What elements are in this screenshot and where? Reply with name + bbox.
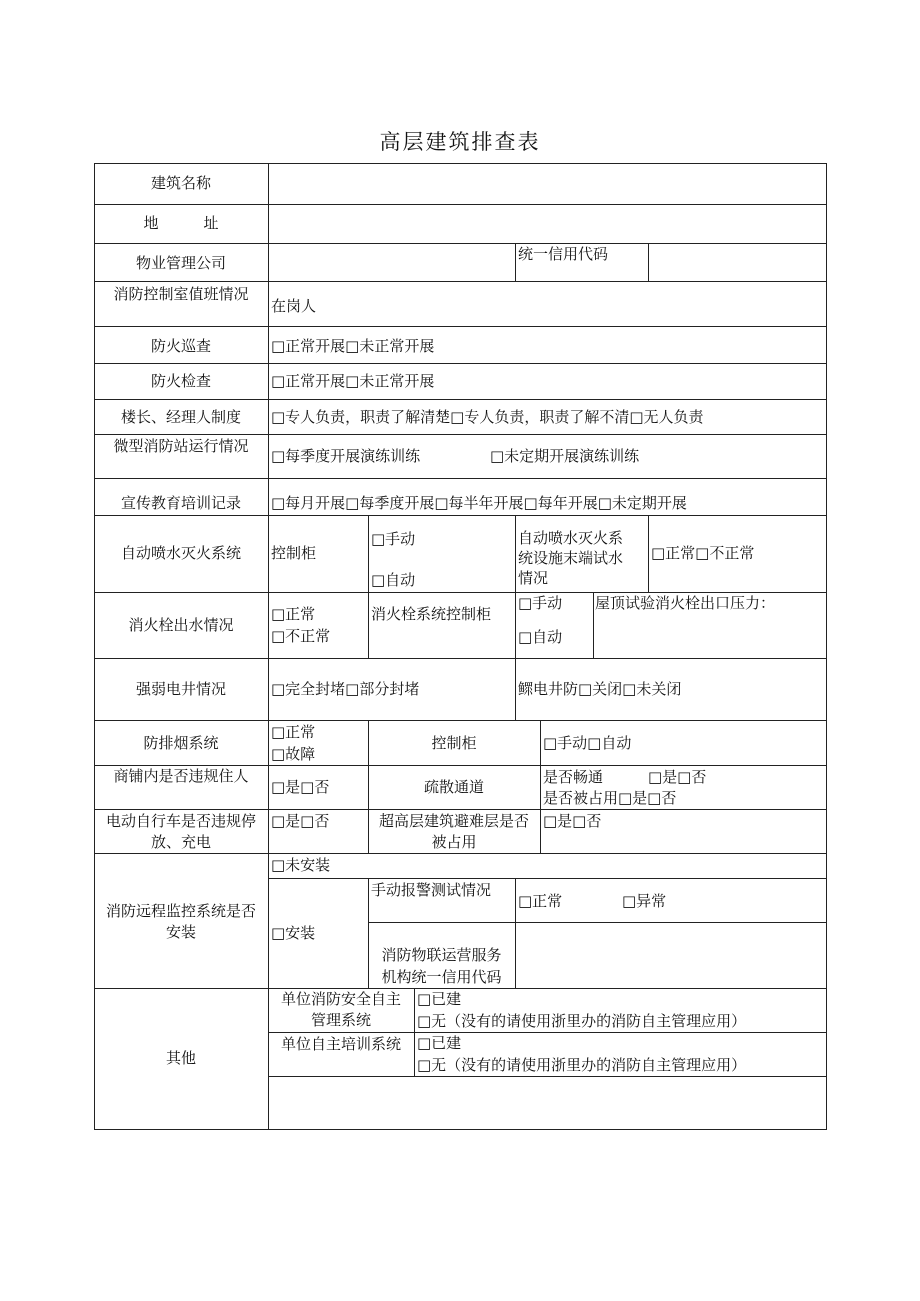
- sprinkler-cabinet-label: 控制柜: [271, 544, 317, 562]
- sprinkler-end-test-options[interactable]: □正常□不正常: [651, 544, 755, 562]
- evacuation-clear-options[interactable]: 是否畅通 □是□否: [543, 768, 707, 786]
- hydrant-cabinet-label: 消火栓系统控制柜: [371, 605, 492, 623]
- other-label: 其他: [165, 1049, 196, 1067]
- building-name-field[interactable]: [270, 165, 825, 203]
- shaft-door-options[interactable]: 鳏电井防□关闭□未关闭: [518, 680, 682, 698]
- evacuation-label: 疏散通道: [423, 778, 484, 796]
- inspection-label: 防火检查: [150, 372, 211, 390]
- remote-monitor-label: 消防远程监控系统是否 安装: [105, 902, 256, 941]
- hydrant-roof-pressure[interactable]: 屋顶试验消火栓出口压力：: [595, 594, 776, 612]
- control-room-value[interactable]: 在岗人: [271, 297, 317, 315]
- property-company-field[interactable]: [270, 245, 514, 280]
- training-options[interactable]: □每月开展□每季度开展□每半年开展□每年开展□未定期开展: [271, 494, 687, 512]
- credit-code-field[interactable]: [650, 245, 825, 280]
- self-training-built-option[interactable]: □已建: [417, 1034, 462, 1052]
- mini-station-label: 微型消防站运行情况: [113, 437, 249, 455]
- alarm-test-label: 手动报警测试情况: [371, 881, 492, 899]
- inspection-options[interactable]: □正常开展□未正常开展: [271, 372, 435, 390]
- self-training-label: 单位自主培训系统: [280, 1035, 401, 1053]
- hydrant-auto-option[interactable]: □自动: [518, 628, 563, 646]
- other-notes-field[interactable]: [270, 1078, 825, 1128]
- mini-station-option-quarterly[interactable]: □每季度开展演练训练: [271, 447, 421, 465]
- smoke-label: 防排烟系统: [143, 734, 219, 752]
- sprinkler-label: 自动喷水灭火系统: [120, 544, 241, 562]
- self-training-none-option[interactable]: □无（没有的请使用浙里办的消防自主管理应用）: [417, 1056, 747, 1074]
- self-management-none-option[interactable]: □无（没有的请使用浙里办的消防自主管理应用）: [417, 1012, 747, 1030]
- refuge-floor-label: 超高层建筑避难层是否 被占用: [378, 812, 529, 851]
- smoke-fault-option[interactable]: □故障: [271, 745, 316, 763]
- hydrant-normal-option[interactable]: □正常: [271, 605, 316, 623]
- sprinkler-end-test-label: 自动喷水灭火系 统设施末端试水 情况: [518, 529, 624, 587]
- mini-station-option-irregular[interactable]: □未定期开展演练训练: [490, 447, 640, 465]
- patrol-label: 防火巡查: [150, 337, 211, 355]
- page-title: 高层建筑排查表: [379, 130, 541, 154]
- training-label: 宣传教育培训记录: [120, 494, 241, 512]
- sprinkler-manual-option[interactable]: □手动: [371, 530, 416, 548]
- floor-manager-label: 楼长、经理人制度: [120, 408, 241, 426]
- evacuation-occupied-options[interactable]: 是否被占用□是□否: [543, 789, 677, 807]
- patrol-options[interactable]: □正常开展□未正常开展: [271, 337, 435, 355]
- hydrant-manual-option[interactable]: □手动: [518, 594, 563, 612]
- refuge-floor-options[interactable]: □是□否: [543, 812, 602, 830]
- alarm-abnormal-option[interactable]: □异常: [622, 892, 667, 910]
- property-company-label: 物业管理公司: [135, 254, 226, 272]
- hydrant-abnormal-option[interactable]: □不正常: [271, 627, 331, 645]
- address-label: 地 址: [143, 214, 219, 232]
- ebike-options[interactable]: □是□否: [271, 812, 330, 830]
- shop-residence-options[interactable]: □是□否: [271, 778, 330, 796]
- remote-not-installed-option[interactable]: □未安装: [271, 856, 331, 874]
- iot-credit-code-label: 消防物联运营服务 机构统一信用代码: [381, 946, 502, 986]
- smoke-cabinet-label: 控制柜: [431, 734, 477, 752]
- credit-code-label: 统一信用代码: [518, 245, 609, 263]
- ebike-label: 电动自行车是否违规停 放、充电: [105, 812, 256, 851]
- building-name-label: 建筑名称: [150, 174, 211, 192]
- hydrant-label: 消火栓出水情况: [128, 616, 234, 634]
- shaft-seal-options[interactable]: □完全封堵□部分封堵: [271, 680, 420, 698]
- smoke-normal-option[interactable]: □正常: [271, 723, 316, 741]
- shaft-label: 强弱电井情况: [135, 680, 226, 698]
- sprinkler-auto-option[interactable]: □自动: [371, 571, 416, 589]
- control-room-label: 消防控制室值班情况: [113, 285, 249, 303]
- self-management-label: 单位消防安全自主 管理系统: [280, 990, 401, 1029]
- floor-manager-options[interactable]: □专人负责，职责了解清楚□专人负责，职责了解不清□无人负责: [271, 408, 704, 426]
- remote-installed-option[interactable]: □安装: [271, 924, 316, 942]
- smoke-mode-options[interactable]: □手动□自动: [543, 734, 632, 752]
- self-management-built-option[interactable]: □已建: [417, 990, 462, 1008]
- iot-credit-code-field[interactable]: [517, 924, 825, 987]
- shop-residence-label: 商铺内是否违规住人: [113, 767, 249, 785]
- alarm-normal-option[interactable]: □正常: [518, 892, 563, 910]
- address-field[interactable]: [270, 206, 825, 242]
